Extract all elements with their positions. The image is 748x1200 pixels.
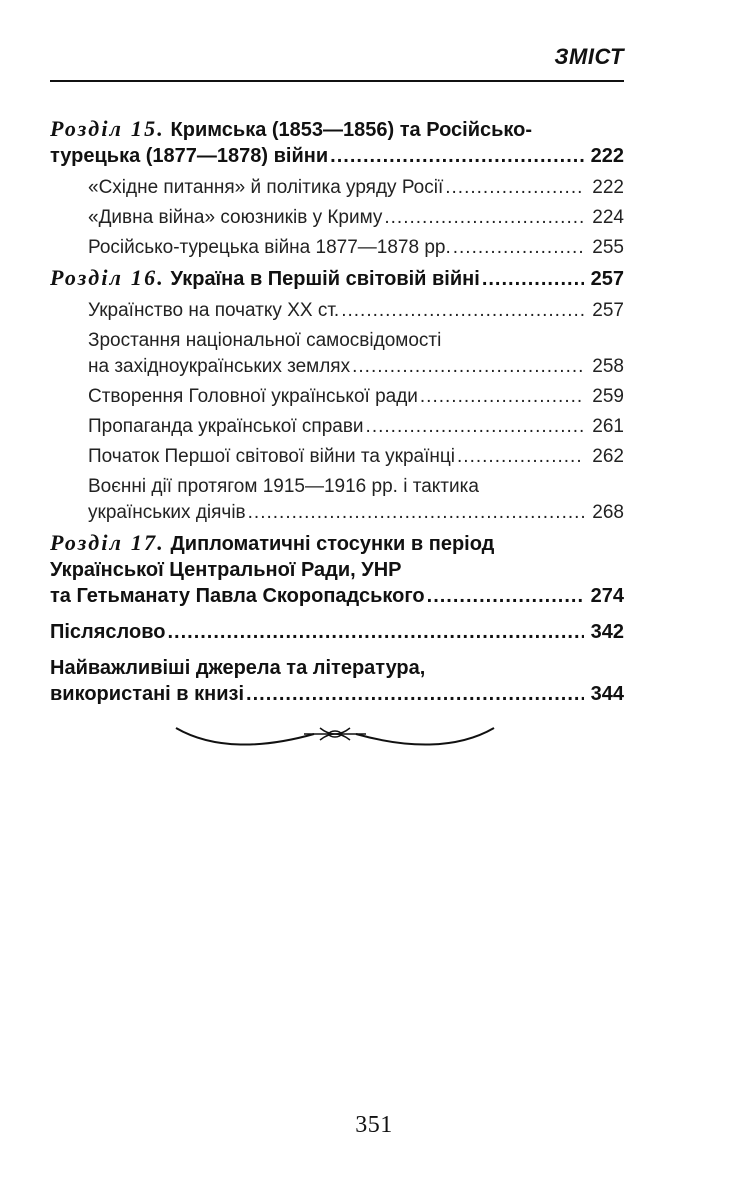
page-ref: 262 bbox=[592, 446, 624, 467]
chapter-title-line: Кримська (1853—1856) та Російсько- bbox=[170, 119, 533, 141]
toc-subentry bbox=[50, 328, 624, 380]
toc-subentry bbox=[50, 384, 624, 410]
toc-subentry bbox=[50, 444, 624, 470]
chapter-label: Розділ 16. bbox=[50, 265, 165, 290]
table-of-contents bbox=[50, 116, 624, 713]
dot-leader bbox=[167, 619, 584, 645]
subentry-title: Створення Головної української ради bbox=[88, 386, 418, 407]
chapter-label: Розділ 15. bbox=[50, 116, 165, 141]
dot-leader bbox=[341, 298, 584, 324]
chapter-title-line: турецька (1877—1878) війни bbox=[50, 145, 329, 167]
toc-sources bbox=[50, 655, 624, 707]
toc-subentry bbox=[50, 235, 624, 261]
dot-leader bbox=[420, 384, 584, 410]
chapter-title-line: Української Центральної Ради, УНР bbox=[50, 559, 402, 581]
page-ref: 274 bbox=[590, 585, 624, 607]
page-ref: 255 bbox=[592, 237, 624, 258]
toc-chapter-17 bbox=[50, 530, 624, 609]
toc-subentry bbox=[50, 298, 624, 324]
dot-leader bbox=[453, 235, 584, 261]
subentry-title: Російсько-турецька війна 1877—1878 рр. bbox=[88, 237, 451, 258]
dot-leader bbox=[445, 175, 584, 201]
chapter-title-line: Дипломатичні стосунки в період bbox=[170, 533, 495, 555]
subentry-title: на західноукраїнських землях bbox=[88, 356, 351, 377]
toc-subentry bbox=[50, 175, 624, 201]
subentry-title: Пропаганда української справи bbox=[88, 416, 364, 437]
page-ref: 342 bbox=[590, 621, 624, 643]
page-ref: 258 bbox=[592, 356, 624, 377]
toc-chapter-16 bbox=[50, 265, 624, 292]
entry-title: Післяслово bbox=[50, 621, 166, 643]
page-ref: 259 bbox=[592, 386, 624, 407]
toc-afterword bbox=[50, 619, 624, 645]
dot-leader bbox=[384, 205, 584, 231]
dot-leader bbox=[330, 143, 584, 169]
dot-leader bbox=[457, 444, 584, 470]
page-ref: 257 bbox=[590, 268, 624, 290]
dot-leader bbox=[366, 414, 584, 440]
page-ref: 261 bbox=[592, 416, 624, 437]
subentry-title: Початок Першої світової війни та українці bbox=[88, 446, 456, 467]
toc-subentry bbox=[50, 414, 624, 440]
page-ref: 222 bbox=[592, 177, 624, 198]
subentry-title: «Дивна війна» союзників у Криму bbox=[88, 207, 383, 228]
subentry-title: Українство на початку XX ст. bbox=[88, 300, 340, 321]
dot-leader bbox=[248, 500, 584, 526]
subentry-title: «Східне питання» й політика уряду Росії bbox=[88, 177, 444, 198]
page-ref: 224 bbox=[592, 207, 624, 228]
toc-subentry bbox=[50, 474, 624, 526]
dot-leader bbox=[246, 681, 584, 707]
page-ref: 268 bbox=[592, 502, 624, 523]
page-ref: 257 bbox=[592, 300, 624, 321]
toc-chapter-15 bbox=[50, 116, 624, 169]
dot-leader bbox=[427, 583, 584, 609]
toc-subentry bbox=[50, 205, 624, 231]
subentry-title: Воєнні дії протягом 1915—1916 рр. і тактика bbox=[88, 476, 479, 497]
header-rule bbox=[50, 80, 624, 82]
chapter-title-line: та Гетьманату Павла Скоропадського bbox=[50, 585, 425, 607]
page-ref: 344 bbox=[590, 683, 624, 705]
subentry-title: українських діячів bbox=[88, 502, 246, 523]
page-ref: 222 bbox=[590, 145, 624, 167]
page-number: 351 bbox=[355, 1112, 393, 1138]
dot-leader bbox=[352, 354, 584, 380]
entry-title: Найважливіші джерела та література, bbox=[50, 657, 426, 679]
chapter-label: Розділ 17. bbox=[50, 530, 165, 555]
subentry-title: Зростання національної самосвідомості bbox=[88, 330, 442, 351]
running-header: ЗМІСТ bbox=[554, 44, 624, 69]
dot-leader bbox=[482, 266, 584, 292]
entry-title: використані в книзі bbox=[50, 683, 245, 705]
chapter-title-line: Україна в Першій світовій війні bbox=[170, 268, 480, 290]
decorative-flourish-icon bbox=[174, 720, 496, 748]
